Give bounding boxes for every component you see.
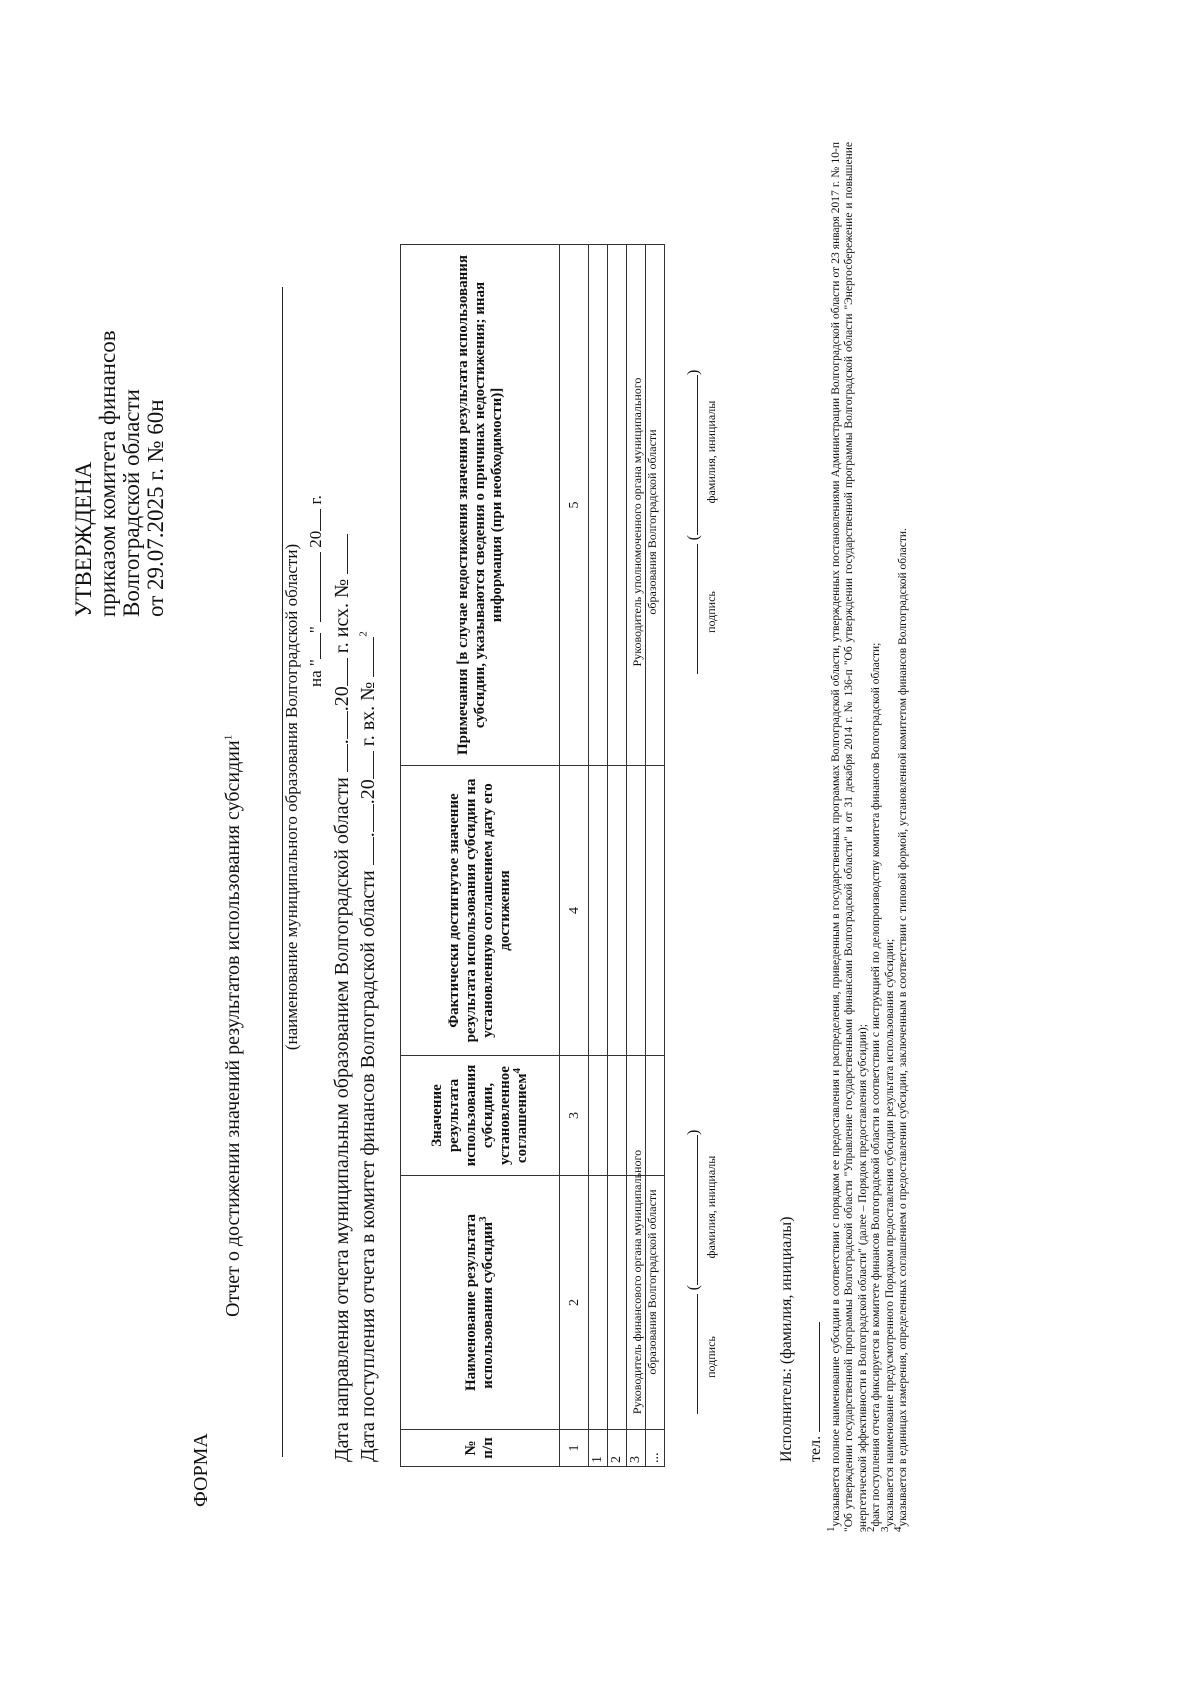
report-title-note: 1 bbox=[222, 734, 235, 741]
receive-date-line: Дата поступления отчета в комитет финансов Волгоградской области ..20 г. вх. № $^2$ bbox=[357, 631, 379, 1462]
outgoing-number-field[interactable] bbox=[332, 534, 348, 574]
row-index: 3 bbox=[627, 1430, 646, 1467]
incoming-number-field[interactable] bbox=[358, 637, 374, 677]
day-field[interactable] bbox=[305, 633, 321, 659]
column-number: 2 bbox=[560, 1176, 589, 1430]
authorized-paren-close: ) bbox=[685, 369, 702, 375]
finance-paren-open: ( bbox=[685, 1285, 702, 1291]
header-notes: Примечания [в случае недостижения значения результата использования субсидии, указываются сведения о причинах недостижения; иная информация (при необходимости)] bbox=[401, 245, 560, 766]
actual-value-cell[interactable] bbox=[646, 766, 665, 1056]
receive-day-field[interactable] bbox=[358, 837, 374, 865]
header-actual-value: Фактически достигнутое значение результата использования субсидии на установленную соглашением дату его достижения bbox=[401, 766, 560, 1056]
municipality-caption: (наименование муниципального образования Волгоградской области) bbox=[282, 543, 301, 1051]
approval-line-4: от 29.07.2025 г. № 60н bbox=[143, 399, 168, 617]
footnotes bbox=[825, 142, 910, 1532]
finance-signature-captions bbox=[704, 1087, 719, 1457]
send-year-field[interactable] bbox=[332, 658, 348, 686]
agreed-value-cell[interactable] bbox=[608, 1056, 627, 1176]
receive-incoming-label: г. вх. № bbox=[357, 681, 379, 747]
table-header-row bbox=[401, 245, 560, 1467]
column-number: 3 bbox=[560, 1056, 589, 1176]
authorized-signature-captions bbox=[704, 322, 719, 722]
notes-cell[interactable] bbox=[608, 245, 627, 766]
footnote: $^1$указывается полное наименование субсидии в соответствии с порядком ее предоставления и распределения, приведенным в государственных программах Волгоградской области, утвержденных постановлениями Администрации Волгоградской области от 23 января 2017 г. № 10-п "Об утверждении государственной программы Волгоградской области "Управление государственными финансами Волгоградской области" и от 31 декабря 2014 г. № 136-п "Об утверждении государственной программы Волгоградской области "Энергосбережение и повышение энергетической эффективности в Волгоградской области" (далее – Порядок предоставления субсидии); bbox=[825, 142, 869, 1532]
row-index: 1 bbox=[589, 1430, 608, 1467]
receive-year-prefix: .20 bbox=[357, 779, 379, 805]
column-number: 1 bbox=[560, 1430, 589, 1467]
footnote: $^2$факт поступления отчета фиксируется в комитете финансов Волгоградской области в соответствии с инструкцией по делопроизводству комитета финансов Волгоградской области; bbox=[865, 642, 883, 1532]
send-date-line: Дата направления отчета муниципальным образованием Волгоградской области ..20 г. исх. № bbox=[331, 534, 354, 1462]
send-year-prefix: .20 bbox=[331, 686, 353, 712]
row-index: ... bbox=[646, 1430, 665, 1467]
finance-signature-line bbox=[682, 1087, 703, 1457]
on-date-prefix: на " bbox=[306, 659, 325, 687]
authorized-name-field[interactable] bbox=[682, 375, 698, 535]
header-index: № п/п bbox=[401, 1430, 560, 1467]
finance-caption-name: фамилия, инициалы bbox=[704, 1155, 718, 1259]
header-agreed-value: Значение результата использования субсидии, установленное соглашением$^4$ bbox=[401, 1056, 560, 1176]
receive-date-label: Дата поступления отчета в комитет финансов Волгоградской области bbox=[357, 870, 379, 1462]
receive-date-note: 2 bbox=[357, 631, 370, 637]
approval-line-2: приказом комитета финансов bbox=[95, 330, 120, 617]
column-number: 4 bbox=[560, 766, 589, 1056]
approval-line-1: УТВЕРЖДЕНА bbox=[71, 461, 96, 617]
row-index: 2 bbox=[608, 1430, 627, 1467]
send-month-field[interactable] bbox=[332, 711, 348, 739]
authorized-caption-name: фамилия, инициалы bbox=[704, 400, 718, 504]
actual-value-cell[interactable] bbox=[589, 766, 608, 1056]
receive-year-field[interactable] bbox=[358, 751, 374, 779]
agreed-value-cell[interactable] bbox=[589, 1056, 608, 1176]
report-title bbox=[222, 735, 245, 1317]
authorized-paren-open: ( bbox=[685, 535, 702, 541]
report-on-date bbox=[305, 427, 326, 687]
actual-value-cell[interactable] bbox=[608, 766, 627, 1056]
phone-field[interactable] bbox=[804, 1322, 820, 1432]
notes-cell[interactable] bbox=[589, 245, 608, 766]
on-date-quote: " bbox=[306, 626, 325, 634]
on-date-year-suffix: г. bbox=[306, 495, 325, 505]
result-name-cell[interactable] bbox=[608, 1176, 627, 1430]
approval-stamp bbox=[72, 57, 168, 617]
finance-paren-close: ) bbox=[685, 1129, 702, 1135]
report-title-text: Отчет о достижении значений результатов использования субсидии bbox=[222, 740, 244, 1317]
on-date-year-prefix: 20 bbox=[306, 530, 325, 548]
receive-month-field[interactable] bbox=[358, 804, 374, 832]
actual-value-cell[interactable] bbox=[627, 766, 646, 1056]
footnote: $^4$указывается в единицах измерения, определенных соглашением о предоставлении субсидии, заключенным в соответствии с типовой формой, установленной комитетом финансов Волгоградской области. bbox=[892, 528, 910, 1532]
authorized-caption-signature: подпись bbox=[704, 591, 718, 633]
footnote: $^3$указывается наименование предусмотренного Порядком предоставления субсидии результата использования субсидии; bbox=[878, 938, 896, 1532]
finance-name-field[interactable] bbox=[682, 1135, 698, 1285]
results-table bbox=[400, 244, 665, 1467]
executor-line: Исполнитель: (фамилия, инициалы) bbox=[778, 1216, 795, 1462]
table-row bbox=[608, 245, 627, 1467]
header-result-name: Наименование результата использования субсидии$^3$ bbox=[401, 1176, 560, 1430]
finance-head-title: Руководитель финансового органа муниципального образования Волгоградской области bbox=[630, 1149, 659, 1415]
month-field[interactable] bbox=[305, 552, 321, 622]
authorized-signature-line bbox=[682, 322, 703, 722]
authorized-head-title: Руководитель уполномоченного органа муниципального образования Волгоградской области bbox=[630, 377, 659, 667]
send-date-label: Дата направления отчета муниципальным образованием Волгоградской области bbox=[331, 777, 353, 1462]
phone-line bbox=[804, 1322, 825, 1462]
authorized-signature-field[interactable] bbox=[682, 544, 698, 674]
column-number-row bbox=[560, 245, 589, 1467]
finance-signature-field[interactable] bbox=[682, 1294, 698, 1414]
send-day-field[interactable] bbox=[332, 744, 348, 772]
table-row bbox=[589, 245, 608, 1467]
column-number: 5 bbox=[560, 245, 589, 766]
finance-caption-signature: подпись bbox=[704, 1336, 718, 1378]
result-name-cell[interactable] bbox=[589, 1176, 608, 1430]
phone-label: тел. bbox=[807, 1435, 824, 1462]
year-field[interactable] bbox=[305, 509, 321, 531]
form-label: ФОРМА bbox=[190, 1433, 212, 1507]
approval-line-3: Волгоградской области bbox=[119, 389, 144, 617]
send-outgoing-label: г. исх. № bbox=[331, 578, 353, 654]
